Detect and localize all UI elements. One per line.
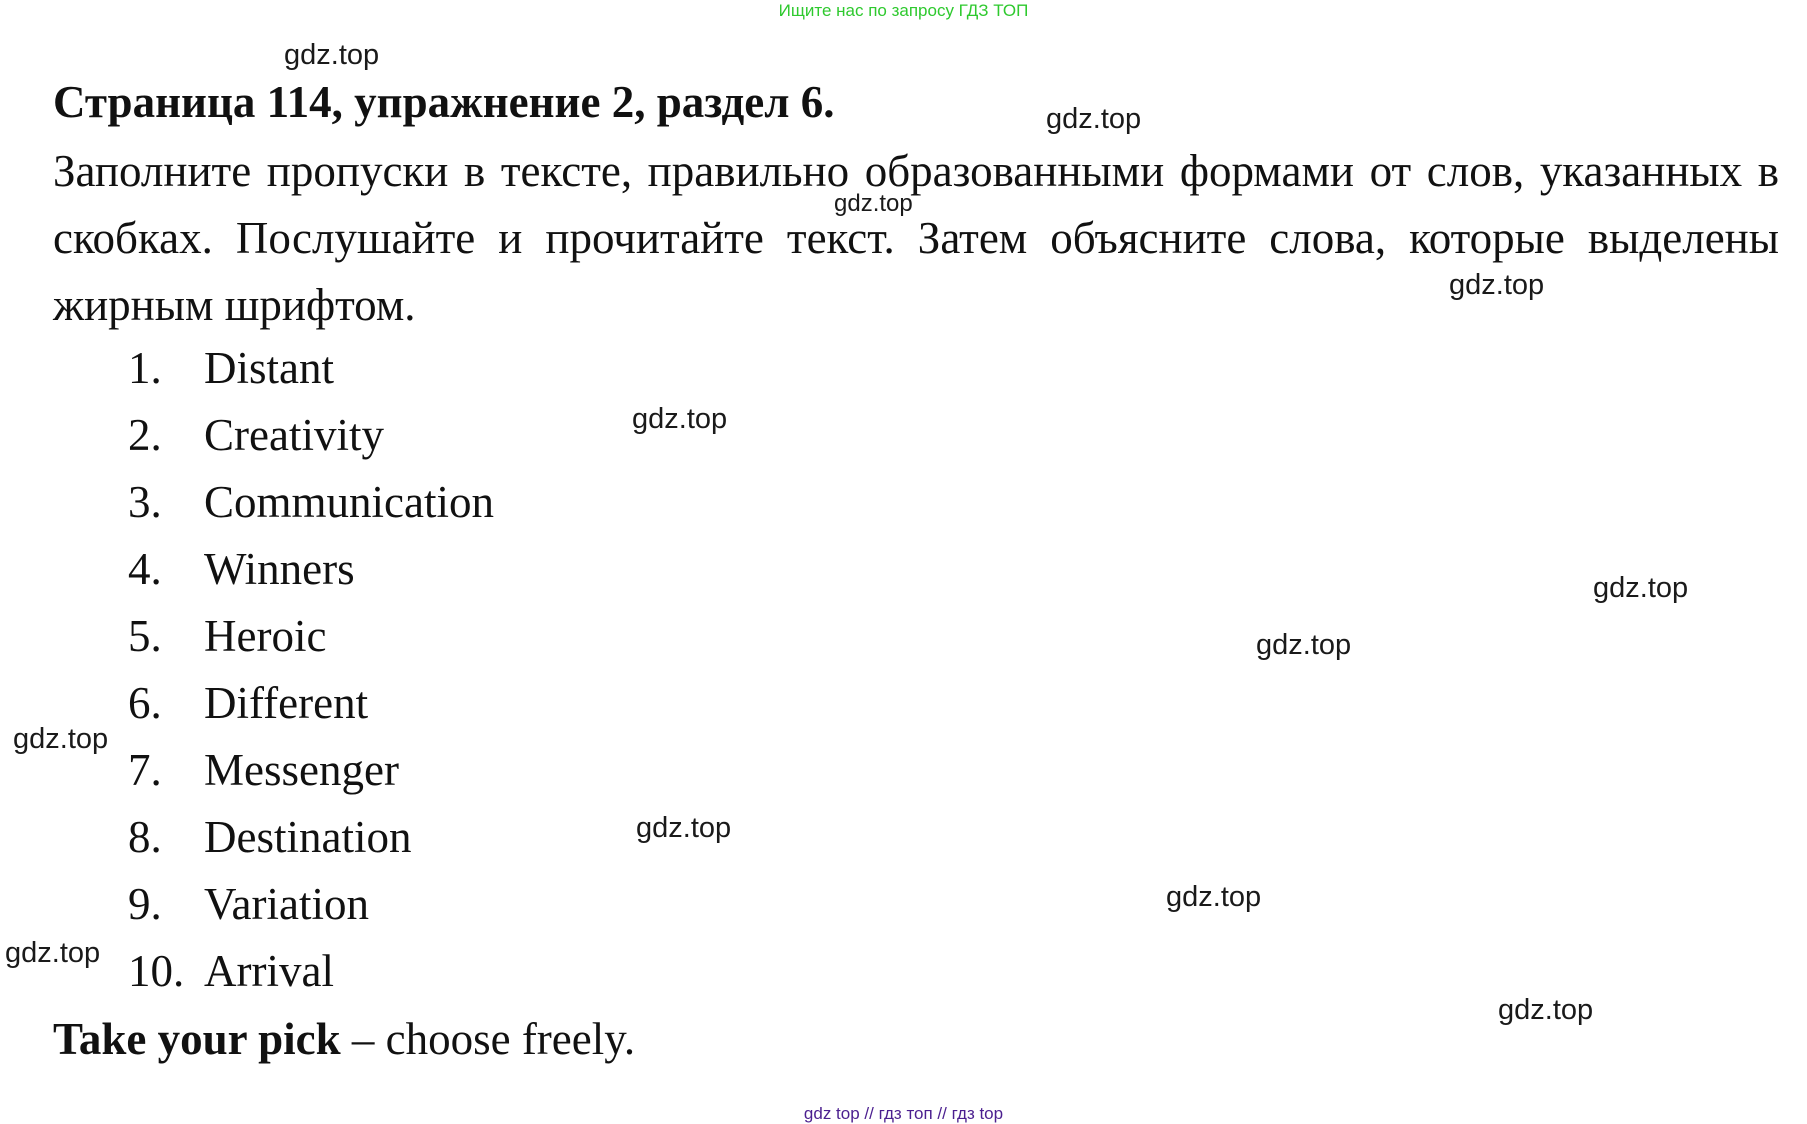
top-banner: Ищите нас по запросу ГДЗ ТОП: [778, 1, 1029, 20]
item-word: Arrival: [204, 946, 334, 996]
watermark: gdz.top: [632, 403, 728, 435]
item-word: Winners: [204, 544, 355, 594]
item-number: 1.: [128, 343, 162, 393]
watermark: gdz.top: [1593, 572, 1689, 604]
item-number: 4.: [128, 544, 162, 594]
watermark: gdz.top: [1256, 629, 1352, 661]
item-word: Variation: [204, 879, 369, 929]
instruction-text: Заполните пропуски в тексте, правильно образованными формами от слов, указанных в скобках. Послушайте и прочитайте текст. Затем объясните слова, которые выделены жирным шрифтом.: [53, 146, 1779, 330]
page-title: Страница 114, упражнение 2, раздел 6.: [53, 77, 835, 127]
item-word: Destination: [204, 812, 412, 862]
idiom-phrase: Take your pick: [53, 1014, 341, 1064]
watermark: gdz.top: [5, 937, 101, 969]
watermark: gdz.top: [284, 39, 380, 71]
idiom-line: [53, 1006, 635, 1073]
item-word: Distant: [204, 343, 334, 393]
watermark: gdz.top: [1166, 881, 1262, 913]
watermark: gdz.top: [834, 190, 913, 217]
watermark: gdz.top: [13, 723, 109, 755]
item-number: 2.: [128, 410, 162, 460]
item-number: 10.: [128, 946, 185, 996]
item-word: Messenger: [204, 745, 399, 795]
item-word: Communication: [204, 477, 494, 527]
item-number: 5.: [128, 611, 162, 661]
item-number: 9.: [128, 879, 162, 929]
item-number: 8.: [128, 812, 162, 862]
watermark: gdz.top: [1046, 103, 1142, 135]
item-number: 7.: [128, 745, 162, 795]
item-number: 6.: [128, 678, 162, 728]
watermark: gdz.top: [636, 812, 732, 844]
footer-watermark: gdz top // гдз топ // гдз top: [803, 1104, 1004, 1123]
item-word: Heroic: [204, 611, 327, 661]
watermark: gdz.top: [1449, 269, 1545, 301]
watermark: gdz.top: [1498, 994, 1594, 1026]
item-word: Creativity: [204, 410, 384, 460]
item-word: Different: [204, 678, 369, 728]
item-number: 3.: [128, 477, 162, 527]
idiom-meaning: – choose freely.: [340, 1014, 636, 1064]
